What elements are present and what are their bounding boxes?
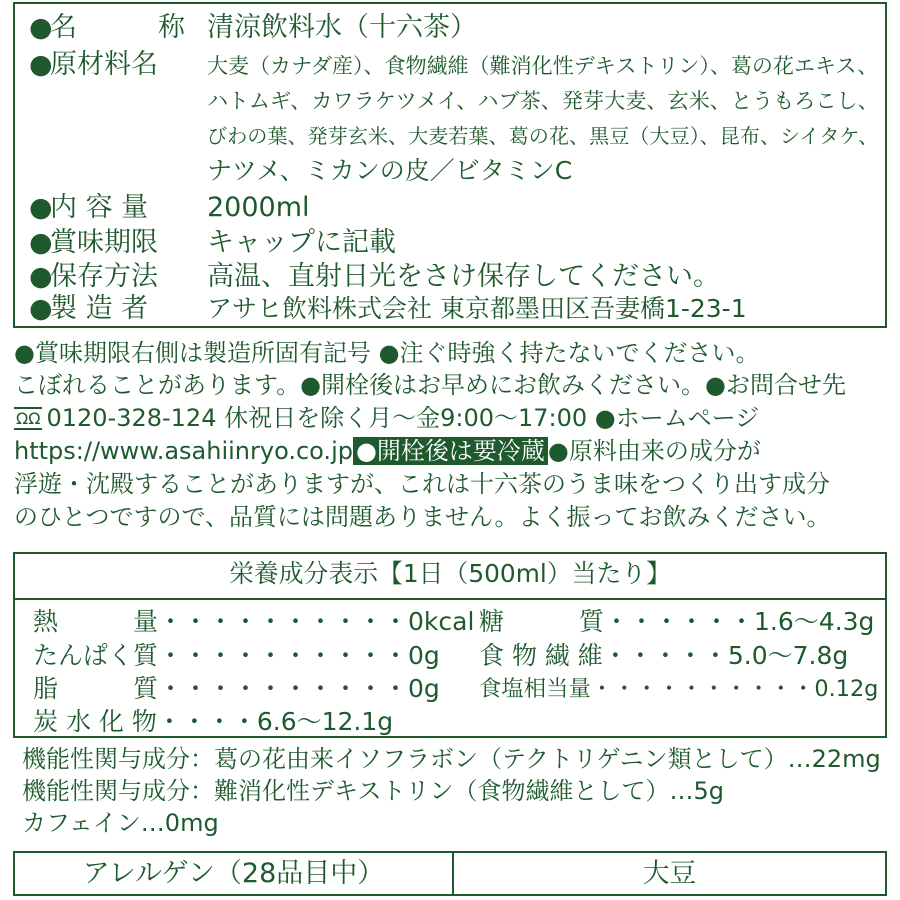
notes-line-4 [14, 436, 761, 466]
refrigerate-badge: ●開栓後は要冷蔵 [353, 437, 548, 465]
nutrition-box [13, 552, 887, 738]
homepage-url[interactable]: https://www.asahiinryo.co.jp [14, 437, 353, 465]
ingredients-line-1: 大麦（カナダ産）、食物繊維（難消化性デキストリン）、葛の花エキス、 [207, 53, 879, 78]
functional-line-3: カフェイン…0mg [22, 809, 219, 837]
functional-line-2: 機能性関与成分：難消化性デキストリン（食物繊維として）…5g [22, 777, 725, 805]
info-row-ingredients-label: ●原材料名 [29, 49, 158, 80]
info-row-volume-value: 2000ml [207, 192, 310, 223]
nutrition-row-protein: たんぱく質・・・・・・・・・・0g [33, 641, 440, 670]
contact-hours: 0120-328-124 休祝日を除く月〜金9:00〜17:00 ●ホームページ [46, 404, 760, 432]
nutrition-row-energy: 熱 量・・・・・・・・・・0kcal [33, 607, 475, 636]
notes-line-1: ●賞味期限右側は製造所固有記号 ●注ぐ時強く持たないでください。 [14, 339, 760, 367]
allergen-box [13, 851, 887, 896]
ingredients-line-3: びわの葉、発芽玄米、大麦若葉、葛の花、黒豆（大豆）、昆布、シイタケ、 [207, 124, 879, 148]
info-row-storage-label: ●保存方法 [29, 261, 158, 292]
info-row-maker-label: ●製 造 者 [29, 293, 149, 324]
nutrition-row-sugar: 糖 質・・・・・・1.6〜4.3g [479, 607, 875, 636]
info-row-volume-label: ●内 容 量 [29, 192, 149, 223]
info-row-name-value: 清涼飲料水（十六茶） [207, 12, 477, 43]
product-info-box [13, 2, 887, 328]
notes-line-6: のひとつですので、品質には問題ありません。よく振ってお飲みください。 [14, 503, 831, 531]
nutrition-row-fiber: 食 物 繊 維・・・・・5.0〜7.8g [479, 641, 849, 670]
allergen-value: 大豆 [642, 858, 697, 889]
notes-line-5: 浮遊・沈殿することがありますが、これは十六茶のうま味をつくり出す成分 [14, 470, 830, 498]
functional-line-1: 機能性関与成分：葛の花由来イソフラボン（テクトリゲニン類として）…22mg [22, 745, 881, 773]
nutrition-title-divider [15, 598, 885, 600]
nutrition-title: 栄養成分表示【1日（500ml）当たり】 [229, 559, 671, 588]
phone-free-dial-icon: ΩΩ [16, 409, 41, 428]
notes-line-3 [14, 403, 759, 436]
nutrition-row-carbohydrate: 炭 水 化 物・・・・6.6〜12.1g [33, 707, 394, 736]
notes-line-2: こぼれることがあります。●開栓後はお早めにお飲みください。●お問合せ先 [14, 371, 846, 399]
info-row-maker-value: アサヒ飲料株式会社 東京都墨田区吾妻橋1-23-1 [207, 294, 747, 323]
info-row-name-label: ●名 称 [29, 12, 185, 43]
notes-line-4-rest: ●原料由来の成分が [547, 437, 761, 465]
ingredients-line-2: ハトムギ、カワラケツメイ、ハブ茶、発芽大麦、玄米、とうもろこし、 [207, 88, 879, 113]
ingredients-line-4: ナツメ、ミカンの皮／ビタミンC [207, 156, 573, 185]
nutrition-row-salt: 食塩相当量・・・・・・・・・・0.12g [479, 676, 879, 702]
info-row-storage-value: 高温、直射日光をさけ保存してください。 [207, 261, 720, 292]
info-row-bestby-value: キャップに記載 [207, 227, 396, 258]
allergen-label: アレルゲン（28品目中） [82, 858, 385, 889]
nutrition-row-fat: 脂 質・・・・・・・・・・0g [33, 674, 440, 703]
info-row-bestby-label: ●賞味期限 [29, 227, 158, 258]
